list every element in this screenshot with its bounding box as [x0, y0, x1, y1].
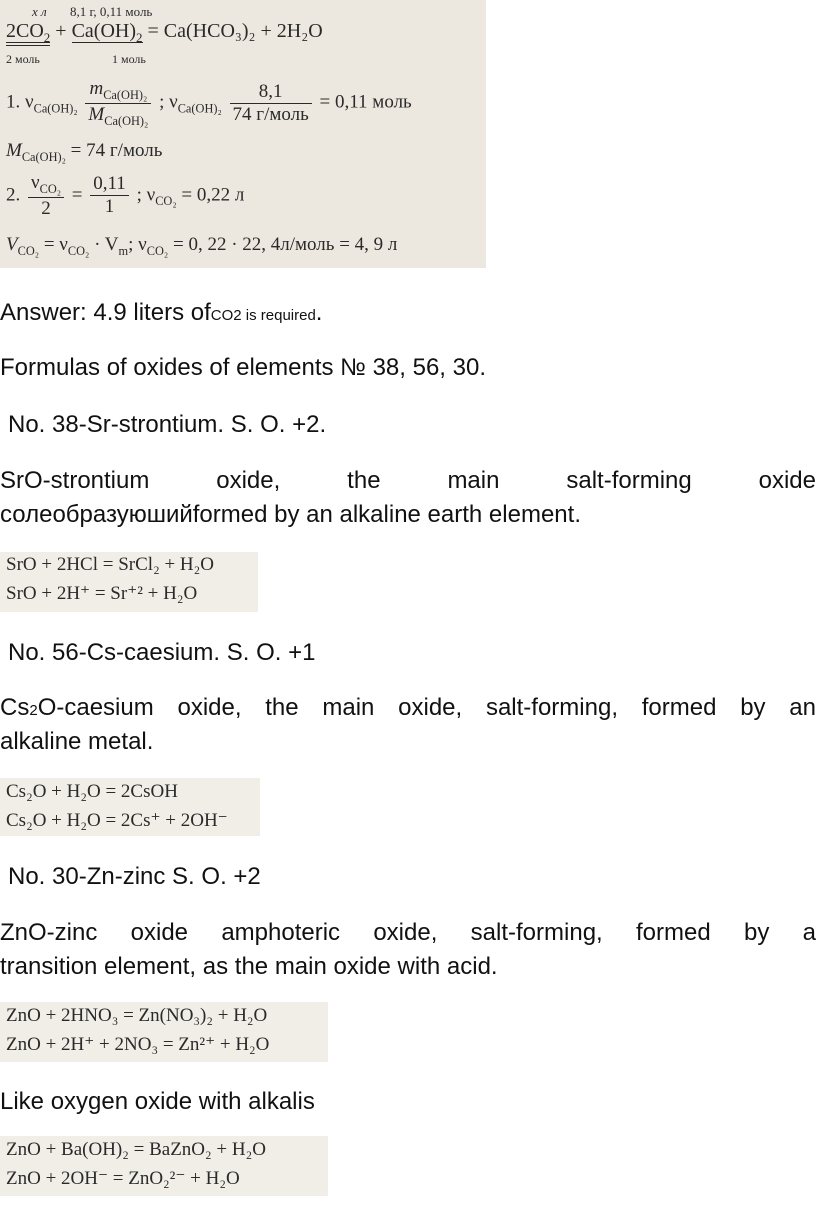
co2-formula: $2CO_2$	[6, 20, 51, 45]
step2-mid-sub: CO₂	[155, 194, 177, 209]
cs-formula-sub: 2	[29, 702, 38, 719]
answer-prefix: Answer: 4.9 liters of	[0, 299, 211, 326]
step3-v-sub: CO₂	[17, 243, 40, 258]
step2-mid: ; ν	[136, 184, 156, 206]
cs-formula: Cs	[0, 694, 30, 721]
zn-desc-line2: transition element, as the main oxide with acid.	[0, 953, 498, 980]
frac-den: M	[88, 103, 105, 125]
plus-sign: +	[55, 20, 67, 42]
answer-dot: .	[315, 299, 323, 326]
sr-equations-image	[0, 552, 258, 612]
step1-fraction2	[230, 81, 312, 126]
molar-mass-sub: Ca(OH)₂	[21, 149, 66, 164]
answer-line	[0, 298, 816, 331]
step1-mid: ; ν	[159, 91, 178, 113]
frac-den-sub: Ca(OH)₂	[104, 113, 149, 128]
sr-eq1: SrO + 2HCl = SrCl₂ + H₂O	[6, 554, 214, 575]
frac-num: m	[89, 78, 104, 99]
step3	[6, 234, 397, 259]
sr-desc-line1: SrO-strontium oxide, the main salt-forming oxide	[0, 467, 816, 494]
zn-eq3: ZnO + Ba(OH)₂ = BaZnO₂ + H₂O	[6, 1139, 266, 1160]
step3-m-sub: m	[118, 243, 129, 258]
frac2-den: 74 г/моль	[232, 103, 309, 125]
zn-desc-line1: ZnO-zinc oxide amphoteric oxide, salt-forming, formed by a	[0, 919, 816, 946]
zn-eq4: ZnO + 2OH⁻ = ZnO₂²⁻ + H₂O	[6, 1168, 240, 1189]
molar-mass-value: = 74 г/моль	[70, 140, 163, 161]
zn-alkali-equations-image	[0, 1136, 328, 1196]
step2-label: 2.	[6, 184, 21, 206]
cs-desc-line2: alkaline metal.	[0, 728, 154, 755]
zn-eq2: ZnO + 2H⁺ + 2NO₃ = Zn²⁺ + H₂O	[6, 1034, 270, 1055]
cs-title: No. 56-Cs-caesium. S. O. +1	[8, 639, 316, 666]
cs-desc-line1	[0, 693, 816, 726]
frac-num-sub: Ca(OH)₂	[103, 87, 148, 102]
cs-desc-text: O-caesium oxide, the main oxide, salt-forming, formed by an	[37, 694, 816, 721]
step1-sub: Ca(OH)₂	[33, 101, 78, 116]
step1-mid-sub: Ca(OH)₂	[177, 101, 222, 116]
top-note-left: x л	[32, 4, 47, 19]
zn-title: No. 30-Zn-zinc S. O. +2	[8, 863, 261, 890]
step2-fraction2	[90, 173, 129, 218]
oxides-heading: Formulas of oxides of elements № 38, 56, 30.	[0, 354, 486, 381]
step2-frac2-num: 0,11	[90, 173, 129, 196]
under-left: 2 моль	[6, 52, 40, 66]
top-note-right: 8,1 г, 0,11 моль	[70, 4, 153, 19]
sr-eq2: SrO + 2H⁺ = Sr⁺² + H₂O	[6, 583, 198, 604]
sr-desc-line2: солеобразуюшийformed by an alkaline earth element.	[0, 501, 581, 528]
molar-mass-symbol: M	[6, 140, 22, 161]
step2-fraction	[28, 172, 64, 220]
step1-fraction	[85, 78, 151, 129]
step3-nu-sub: CO₂	[67, 243, 90, 258]
step3-eq: = ν	[43, 234, 68, 255]
step3-semi-sub: CO₂	[146, 243, 169, 258]
step1-result: = 0,11 моль	[319, 91, 412, 113]
cs-eq1: Cs₂O + H₂O = 2CsOH	[6, 781, 178, 802]
calculation-image	[0, 0, 486, 268]
step2-frac-num: ν	[31, 172, 40, 193]
reaction-equation	[6, 20, 323, 46]
zn-eq1: ZnO + 2HNO₃ = Zn(NO₃)₂ + H₂O	[6, 1005, 268, 1026]
caoh-formula: $Ca(OH)_2$	[71, 20, 143, 45]
sr-title: No. 38-Sr-strontium. S. O. +2.	[8, 411, 327, 438]
step2-eq: =	[71, 184, 83, 206]
step2-frac-den: 2	[41, 197, 51, 219]
zn-acid-equations-image	[0, 1002, 328, 1062]
step3-v: V	[6, 234, 18, 255]
answer-small: CO2 is required	[210, 307, 316, 324]
zn-alkali-label: Like oxygen oxide with alkalis	[0, 1088, 315, 1115]
step1-label: 1. ν	[6, 91, 34, 113]
frac2-num: 8,1	[230, 81, 312, 104]
step2	[6, 172, 244, 220]
step2-frac2-den: 1	[104, 196, 115, 218]
step3-result: = 0, 22 · 22, 4л/моль = 4, 9 л	[172, 234, 398, 255]
step3-semi: ; ν	[128, 234, 147, 255]
step2-result: = 0,22 л	[181, 184, 245, 206]
step2-frac-num-sub: CO₂	[39, 181, 62, 196]
reaction-rhs: = Ca(HCO₃)₂ + 2H₂O	[147, 20, 323, 42]
under-right: 1 моль	[112, 52, 146, 66]
cs-equations-image	[0, 778, 260, 836]
step1	[6, 78, 412, 129]
cs-eq2: Cs₂O + H₂O = 2Cs⁺ + 2OH⁻	[6, 810, 228, 831]
step3-dot: · V	[94, 234, 119, 255]
molar-mass-line	[6, 140, 162, 165]
